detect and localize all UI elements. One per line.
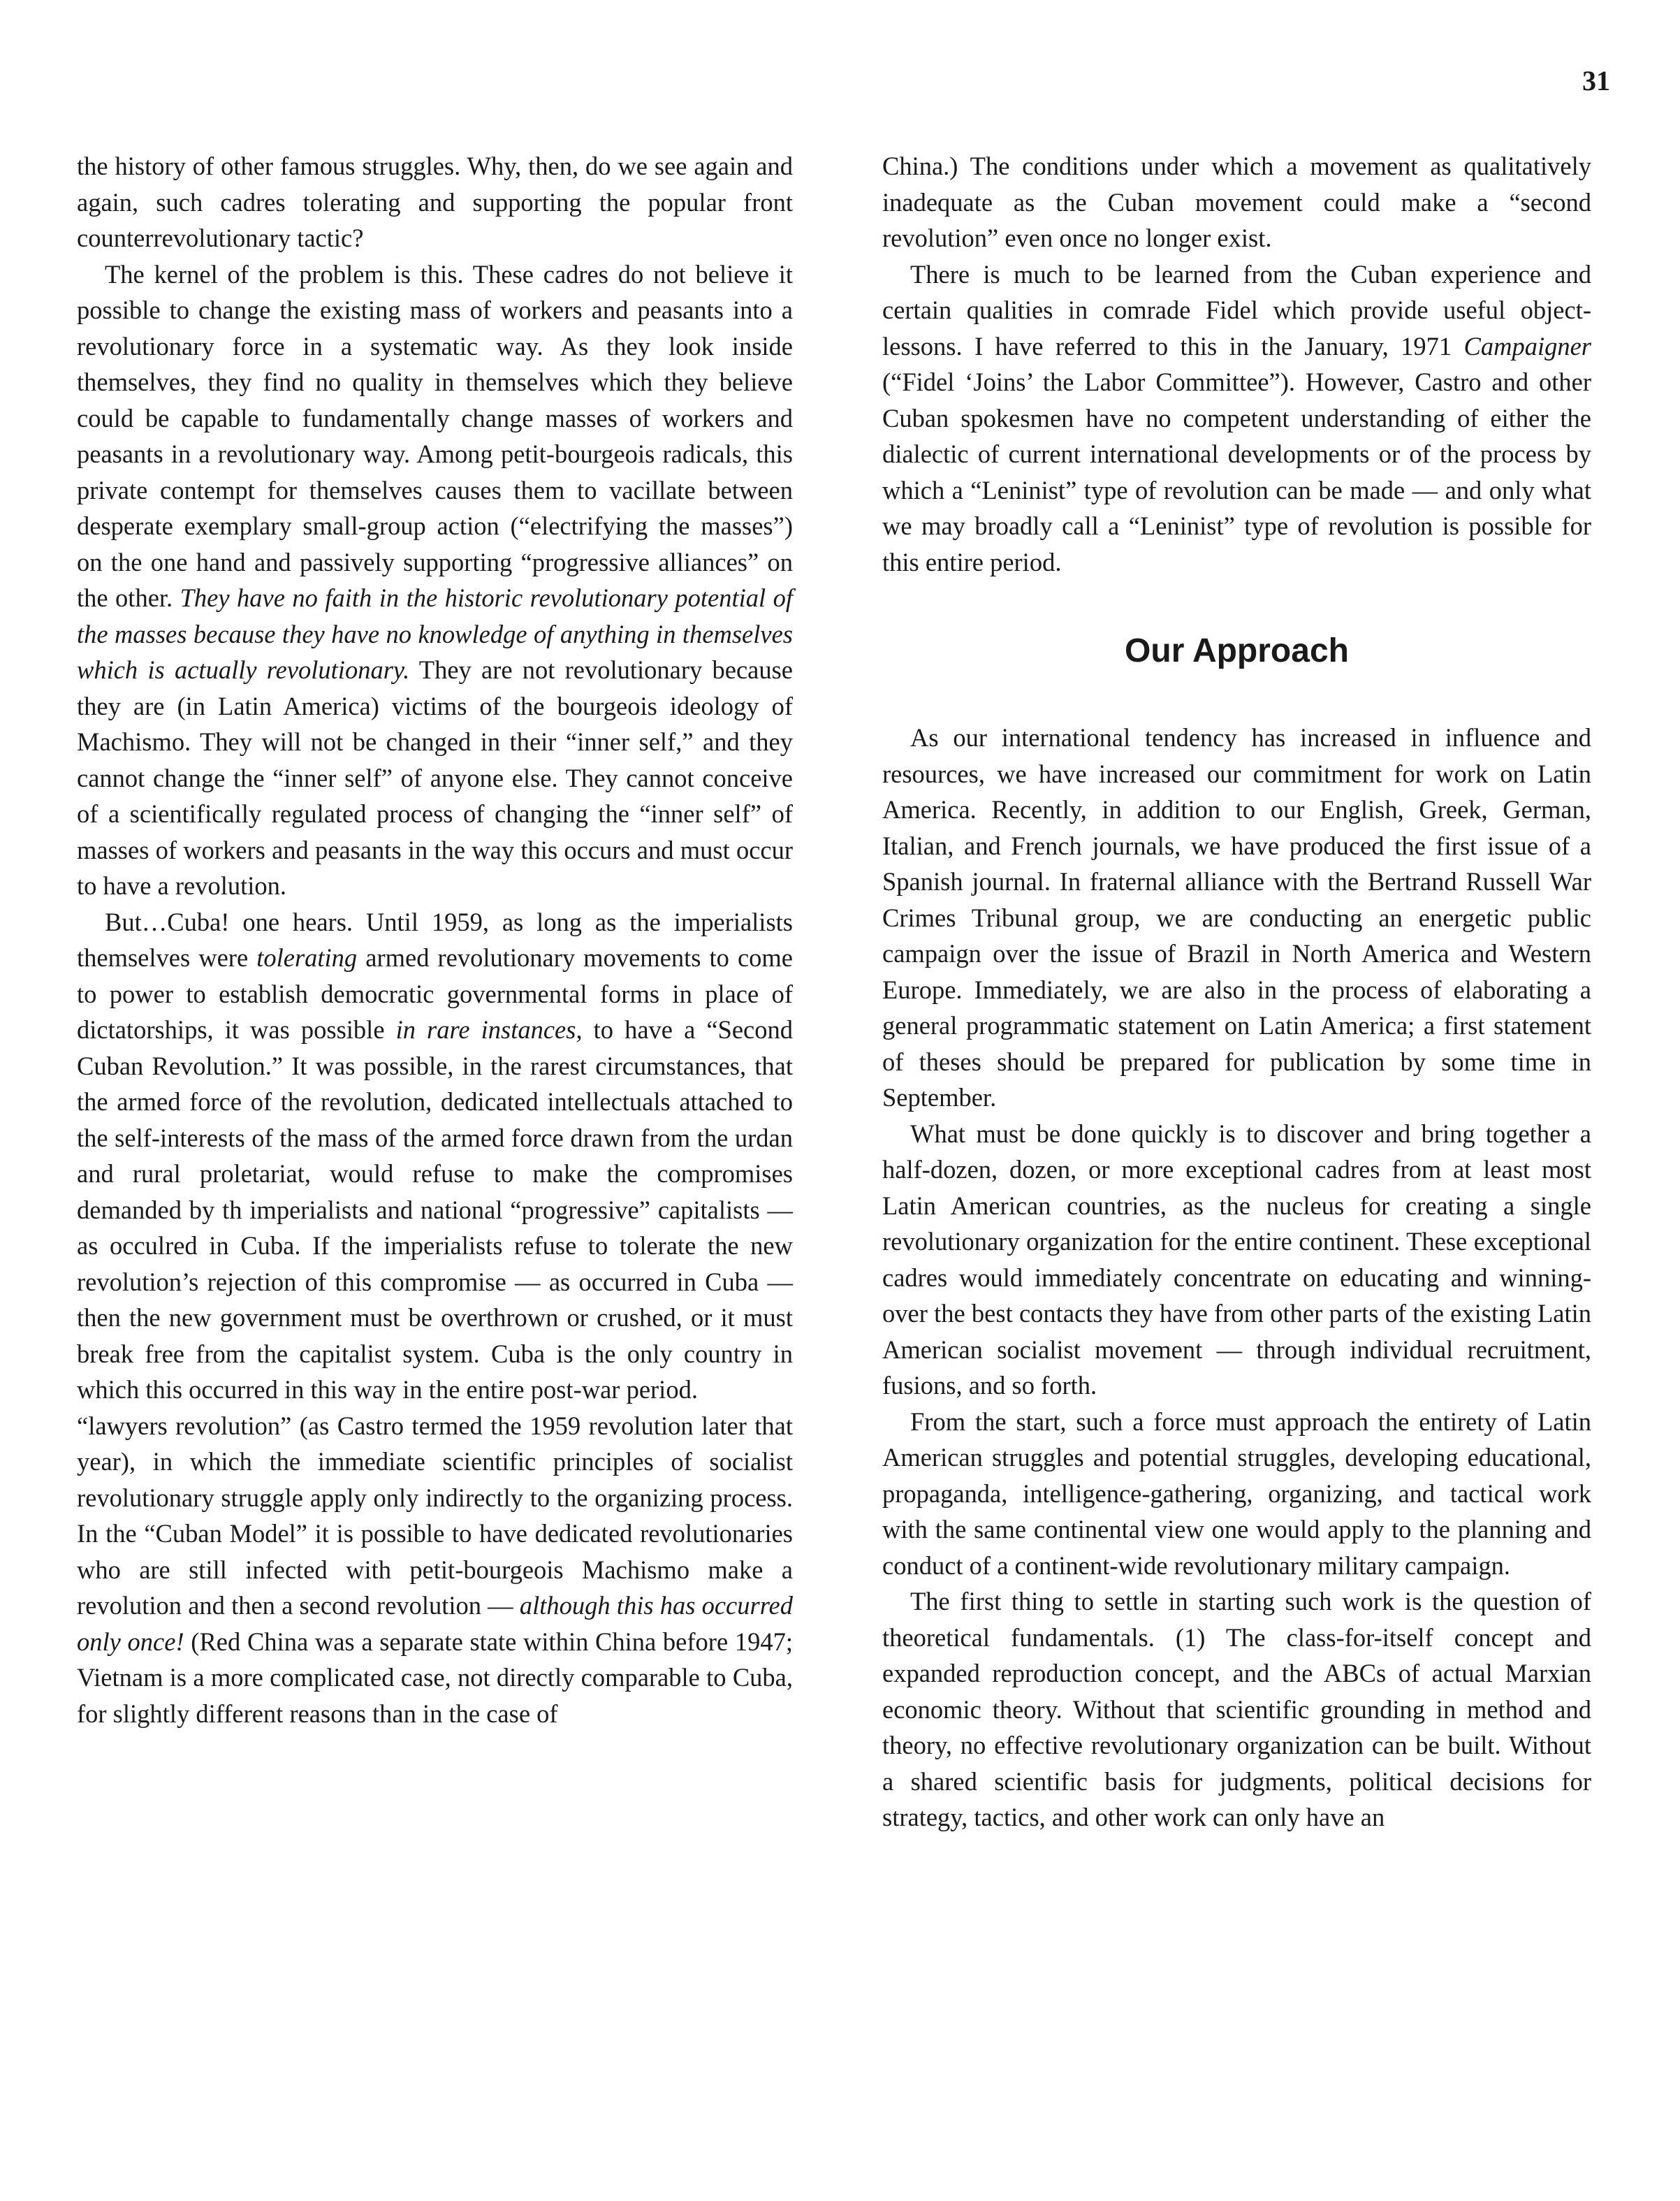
right-paragraph-5: From the start, such a force must approach the entirety of Latin American struggles and potential struggles, developing educational, propaganda, intelligence-gathering, organizing, and tactical work with the same continental view one would apply to the planning and conduct of a continent-wide revolutionary military campaign. xyxy=(882,1407,1591,1580)
left-paragraph-4 xyxy=(77,1408,793,1732)
right-paragraph-3: As our international tendency has increased in influence and resources, we have increased our commitment for work on Latin America. Recently, in addition to our English, Greek, German, Italian, and French journals, we have produced the first issue of a Spanish journal. In fraternal alliance with the Bertrand Russell War Crimes Tribunal group, we are conducting an energetic public campaign over the issue of Brazil in North America and Western Europe. Immediately, we are also in the process of elaborating a general programmatic statement on Latin America; a first statement of theses should be prepared for publication by some time in September. xyxy=(882,723,1591,1112)
left-p2-text-b: They are not revolutionary because they are (in Latin America) victims of the bourgeois ideology of Machismo. They will not be changed in their “inner self,” and they cannot change the “inner self” of anyone else. They cannot conceive of a scientifically regulated process of changing the “inner self” of masses of workers and peasants in the way this occurs and must occur to have a revolution. xyxy=(77,655,793,900)
right-paragraph-6: The first thing to settle in starting such work is the question of theoretical fundamentals. (1) The class-for-itself concept and expanded reproduction concept, and the ABCs of actual Marxian economic theory. Without that scientific grounding in method and theory, no effective revolutionary organization can be built. Without a shared scientific basis for judgments, political decisions for strategy, tactics, and other work can only have an xyxy=(882,1587,1591,1831)
left-p3-text-b: armed revolutionary movements to come to power to establish democratic governmental forms in place of dictatorships, it was possible xyxy=(77,943,793,1044)
right-p2-text-a: There is much to be learned from the Cuban experience and certain qualities in comrade Fidel which provide useful object-lessons. I have referred to this in the January, 1971 xyxy=(882,259,1591,361)
left-p4-italic: although this has occurred only once! xyxy=(77,1591,793,1656)
right-p2-italic: Campaigner xyxy=(1463,331,1591,361)
left-p3-text-c: to have a “Second Cuban Revolution.” It was possible, in the rarest circumstances, that the armed force of the revolution, dedicated intellectuals attached to the self-interests of the mass of the armed force drawn from the urdan and rural proletariat, would refuse to make the compromises demanded by th imperialists and national “progressive” capitalists — as occulred in Cuba. If the imperialists refuse to tolerate the new revolution’s rejection of this compromise — as occurred in Cuba — then the new government must be overthrown or crushed, or it must break free from the capitalist system. Cuba is the only country in which this occurred in this way in the entire post-war period. xyxy=(77,1015,793,1404)
section-heading: Our Approach xyxy=(1125,632,1349,669)
left-p2-text-a: The kernel of the problem is this. These cadres do not believe it possible to change the existing mass of workers and peasants into a revolutionary force in a systematic way. As they look inside themselves, they find no quality in themselves which they believe could be capable to fundamentally change masses of workers and peasants in a revolutionary way. Among petit-bourgeois radicals, this private contempt for themselves causes them to vacillate between desperate exemplary small-group action (“electrifying the masses”) on the one hand and passively supporting “progressive alliances” on the other. xyxy=(77,259,793,612)
left-p2-italic: They have no faith in the historic revolutionary potential of the masses because they have no knowledge of anything in themselves which is actually revolutionary. xyxy=(77,583,793,684)
left-p4-text-a: “lawyers revolution” (as Castro termed the 1959 revolution later that year), in which the immediate scientific principles of socialist revolutionary struggle apply only indirectly to the organizing process. In the “Cuban Model” it is possible to have dedicated revolutionaries who are still infected with petit-bourgeois Machismo make a revolution and then a second revolution — xyxy=(77,1411,793,1620)
page-number: 31 xyxy=(1582,65,1610,96)
right-paragraph-2 xyxy=(882,256,1591,581)
right-paragraph-1: China.) The conditions under which a movement as qualitatively inadequate as the Cuban movement could make a “second revolution” even once no longer exist. xyxy=(882,152,1591,252)
left-column xyxy=(77,148,793,1731)
left-p4-text-b: (Red China was a separate state within China before 1947; Vietnam is a more complicated case, not directly comparable to Cuba, for slightly different reasons than in the case of xyxy=(77,1627,793,1728)
left-p3-italic-b: in rare instances, xyxy=(395,1015,583,1044)
left-p3-italic-a: tolerating xyxy=(256,943,358,972)
right-column xyxy=(882,148,1591,1836)
left-paragraph-3 xyxy=(77,904,793,1408)
right-p2-text-b: (“Fidel ‘Joins’ the Labor Committee”). However, Castro and other Cuban spokesmen have no competent understanding of either the dialectic of current international developments or of the process by which a “Leninist” type of revolution can be made — and only what we may broadly call a “Leninist” type of revolution is possible for this entire period. xyxy=(882,368,1591,576)
left-paragraph-2 xyxy=(77,256,793,904)
left-paragraph-1: the history of other famous struggles. Why, then, do we see again and again, such cadres tolerating and supporting the popular front counterrevolutionary tactic? xyxy=(77,152,793,252)
left-p3-text-a: But…Cuba! one hears. Until 1959, as long as the imperialists themselves were xyxy=(77,907,793,972)
right-paragraph-4: What must be done quickly is to discover and bring together a half-dozen, dozen, or more exceptional cadres from at least most Latin American countries, as the nucleus for creating a single revolutionary organization for the entire continent. These exceptional cadres would immediately concentrate on educating and winning-over the best contacts they have from other parts of the existing Latin American socialist movement — through individual recruitment, fusions, and so forth. xyxy=(882,1119,1591,1400)
